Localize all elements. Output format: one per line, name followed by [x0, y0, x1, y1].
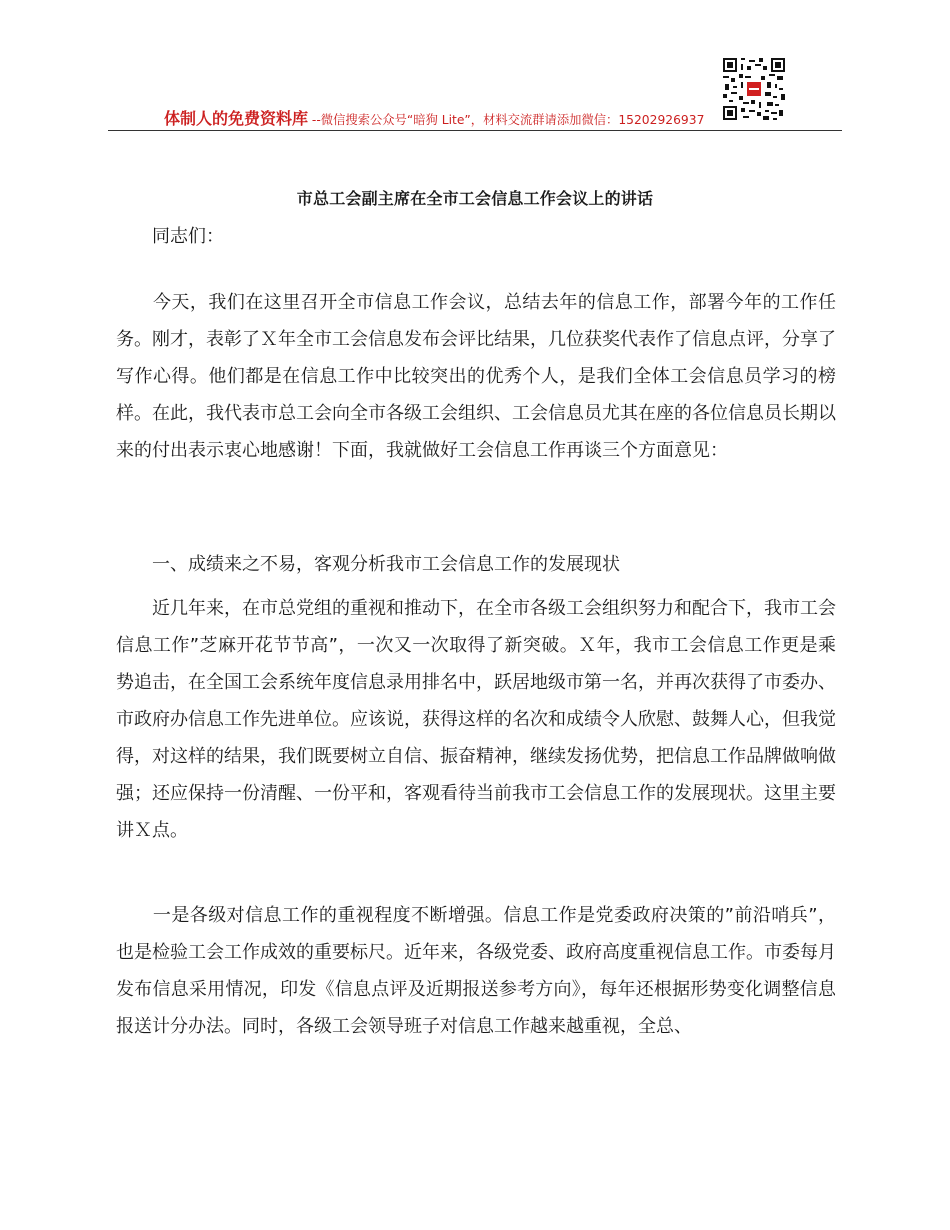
- header-banner: [164, 106, 704, 129]
- header-divider: [108, 130, 842, 131]
- brand-name: 体制人的免费资料库: [164, 109, 309, 128]
- qr-code-icon: [723, 58, 785, 120]
- paragraph-section-heading: 一、成绩来之不易，客观分析我市工会信息工作的发展现状: [116, 554, 620, 575]
- document-title: 市总工会副主席在全市工会信息工作会议上的讲话: [296, 189, 654, 208]
- paragraph-salutation: 同志们：: [116, 226, 224, 247]
- page-header: [108, 58, 842, 130]
- paragraph-point-one: 一是各级对信息工作的重视程度不断增强。信息工作是党委政府决策的”前沿哨兵”，也是检验工会工作成效的重要标尺。近年来，各级党委、政府高度重视信息工作。市委每月发布信息采用情况，印发《信息点评及近期报送参考方向》，每年还根据形势变化调整信息报送计分办法。同时，各级工会领导班子对信息工作越来越重视，全总、: [116, 905, 836, 1037]
- paragraph-achievements: 近几年来，在市总党组的重视和推动下，在全市各级工会组织努力和配合下，我市工会信息工作”芝麻开花节节高”，一次又一次取得了新突破。Ｘ年，我市工会信息工作更是乘势追击，在全国工会系统年度信息录用排名中，跃居地级市第一名，并再次获得了市委办、市政府办信息工作先进单位。应该说，获得这样的名次和成绩令人欣慰、鼓舞人心，但我觉得，对这样的结果，我们既要树立自信、振奋精神，继续发扬优势，把信息工作品牌做响做强；还应保持一份清醒、一份平和，客观看待当前我市工会信息工作的发展现状。这里主要讲Ｘ点。: [116, 598, 836, 841]
- header-tagline: --微信搜索公众号“暗狗 Lite”，材料交流群请添加微信：15202926937: [308, 113, 705, 127]
- paragraph-opening: 今天，我们在这里召开全市信息工作会议，总结去年的信息工作，部署今年的工作任务。刚才，表彰了Ｘ年全市工会信息发布会评比结果，几位获奖代表作了信息点评，分享了写作心得。他们都是在信息工作中比较突出的优秀个人，是我们全体工会信息员学习的榜样。在此，我代表市总工会向全市各级工会组织、工会信息员尤其在座的各位信息员长期以来的付出表示衷心地感谢！下面，我就做好工会信息工作再谈三个方面意见：: [116, 292, 836, 461]
